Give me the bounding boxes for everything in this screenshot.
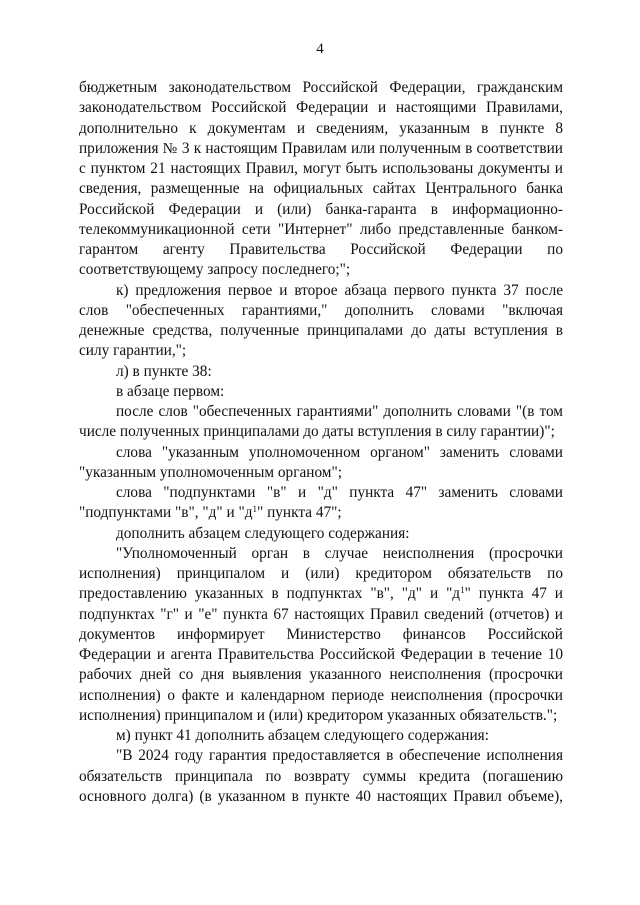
paragraph-text-part: " пункта 47"; bbox=[257, 504, 342, 522]
paragraph-quoted-abzac bbox=[79, 544, 563, 726]
paragraph-item-k: к) предложения первое и второе абзаца первого пункта 37 после слов "обеспеченных гарантиями," дополнить словами "включая денежные средства, полученные принципалами до даты вступления в силу гарантии,"; bbox=[79, 281, 563, 360]
paragraph-text-part: "Уполномоченный орган в случае неисполнения (просрочки исполнения) принципалом и (или) кредитором обязательств по предоставлению указанных в подпунктах "в", "д" и "д bbox=[79, 544, 563, 603]
paragraph-item-m: м) пункт 41 дополнить абзацем следующего содержания: bbox=[116, 727, 489, 744]
paragraph-text-part: " пункта 47 и подпунктах "г" и "е" пункта 67 настоящих Правил сведений (отчетов) и документов информирует Министерство финансов Российской Федерации и агента Правительства Российской Федерации в течение 10 рабочих дней со дня выявления указанного неисполнения (просрочки исполнения) о факте и календарном периоде неисполнения (просрочки исполнения) принципалом и (или) кредитором указанных обязательств."; bbox=[79, 585, 563, 724]
document-body bbox=[79, 78, 563, 807]
paragraph-add-abzac: дополнить абзацем следующего содержания: bbox=[116, 524, 410, 542]
superscript: 1 bbox=[252, 504, 258, 515]
paragraph-item-l: л) в пункте 38: bbox=[116, 362, 212, 380]
paragraph-text-part: слова "подпунктами "в" и "д" пункта 47" заменить словами "подпунктами "в", "д" и "д bbox=[79, 484, 563, 522]
paragraph-after-words: после слов "обеспеченных гарантиями" дополнить словами "(в том числе полученных принципалами до даты вступления в силу гарантии)"; bbox=[79, 403, 563, 441]
superscript: 1 bbox=[460, 585, 465, 596]
paragraph-continuation: бюджетным законодательством Российской Федерации, гражданским законодательством Российской Федерации и настоящими Правилами, дополнительно к документам и сведениям, указанным в пункте 8 приложения № 3 к настоящим Правилам или полученным в соответствии с пунктом 21 настоящих Правил, могут быть использованы документы и сведения, размещенные на официальных сайтах Центрального банка Российской Федерации и (или) банка-гаранта в информационно-телекоммуникационной сети "Интернет" либо представленные банком-гарантом агенту Правительства Российской Федерации по соответствующему запросу последнего;"; bbox=[79, 79, 563, 279]
paragraph-replace-words-2 bbox=[79, 483, 563, 524]
paragraph-replace-words-1: слова "указанным уполномоченном органом" заменить словами "указанным уполномоченным органом"; bbox=[79, 443, 563, 481]
page-number: 4 bbox=[316, 41, 324, 57]
paragraph-quoted-2024: "В 2024 году гарантия предоставляется в обеспечение исполнения обязательств принципала по возврату суммы кредита (погашению основного долга) (в указанном в пункте 40 настоящих Правил объеме), bbox=[79, 747, 563, 805]
paragraph-first-abzac: в абзаце первом: bbox=[116, 382, 225, 400]
